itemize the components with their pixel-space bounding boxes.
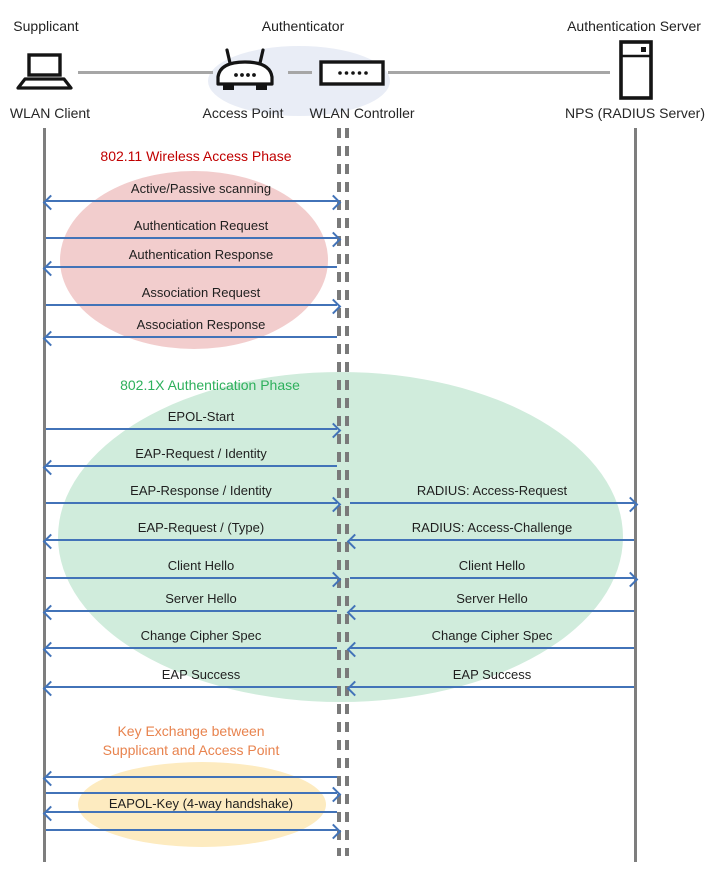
wlan-controller-lifeline-dash-2 xyxy=(345,128,349,856)
message-label: EAP-Request / Identity xyxy=(135,446,267,461)
message-arrow xyxy=(46,237,337,239)
device-label-nps-radius-server: NPS (RADIUS Server) xyxy=(564,105,706,121)
message-label: Association Request xyxy=(141,285,261,300)
message-label: Server Hello xyxy=(165,591,237,606)
message-arrow xyxy=(46,465,337,467)
message-label: RADIUS: Access-Challenge xyxy=(411,520,573,535)
message-label: Change Cipher Spec xyxy=(431,628,553,643)
message-label: Authentication Request xyxy=(133,218,269,233)
device-label-access-point: Access Point xyxy=(202,105,284,121)
phase-title xyxy=(103,722,280,760)
message-arrow xyxy=(46,428,337,430)
message-arrow xyxy=(350,577,634,579)
message-label: Active/Passive scanning xyxy=(130,181,272,196)
phase-title-line: Supplicant and Access Point xyxy=(102,742,280,758)
access-point-icon xyxy=(213,46,277,103)
message-arrow xyxy=(46,577,337,579)
phase-title-line: Key Exchange between xyxy=(117,723,265,739)
ap-controller-connector xyxy=(288,71,312,74)
message-label: EAP Success xyxy=(452,667,532,682)
message-arrow xyxy=(46,539,337,541)
message-arrow xyxy=(46,776,337,778)
message-arrow xyxy=(350,610,634,612)
message-label: EAP-Response / Identity xyxy=(130,483,272,498)
phase-title xyxy=(120,376,300,395)
wlan-controller-icon xyxy=(319,60,385,91)
message-label: RADIUS: Access-Request xyxy=(416,483,568,498)
message-arrow xyxy=(46,792,337,794)
message-arrow xyxy=(350,539,634,541)
client-ap-connector xyxy=(78,71,213,74)
message-arrow xyxy=(46,304,337,306)
message-arrow xyxy=(46,686,337,688)
device-label-wlan-controller: WLAN Controller xyxy=(309,105,415,121)
message-label: Server Hello xyxy=(456,591,528,606)
message-arrow xyxy=(46,200,337,202)
message-arrow xyxy=(350,686,634,688)
role-label-authentication-server: Authentication Server xyxy=(567,18,701,34)
message-label: Client Hello xyxy=(458,558,526,573)
message-label: Authentication Response xyxy=(128,247,274,262)
phase-title-line: 802.11 Wireless Access Phase xyxy=(100,148,292,164)
message-arrow xyxy=(46,502,337,504)
radius-server-lifeline xyxy=(634,128,637,862)
message-arrow xyxy=(46,829,337,831)
message-label: EAPOL-Key (4-way handshake) xyxy=(108,796,294,811)
phase-title xyxy=(100,147,291,166)
controller-server-connector xyxy=(388,71,610,74)
message-arrow xyxy=(46,647,337,649)
message-arrow xyxy=(46,266,337,268)
message-arrow xyxy=(46,336,337,338)
message-arrow xyxy=(350,502,634,504)
message-label: Change Cipher Spec xyxy=(140,628,262,643)
message-arrow xyxy=(350,647,634,649)
role-label-supplicant: Supplicant xyxy=(13,18,79,34)
message-label: Client Hello xyxy=(167,558,235,573)
laptop-icon xyxy=(15,52,75,99)
role-label-authenticator: Authenticator xyxy=(261,18,345,34)
server-icon xyxy=(619,40,653,105)
message-label: EAP-Request / (Type) xyxy=(137,520,265,535)
message-label: EAP Success xyxy=(161,667,241,682)
message-label: Association Response xyxy=(136,317,266,332)
message-label: EPOL-Start xyxy=(167,409,235,424)
phase-title-line: 802.1X Authentication Phase xyxy=(120,377,300,393)
device-label-wlan-client: WLAN Client xyxy=(9,105,91,121)
message-arrow xyxy=(46,610,337,612)
